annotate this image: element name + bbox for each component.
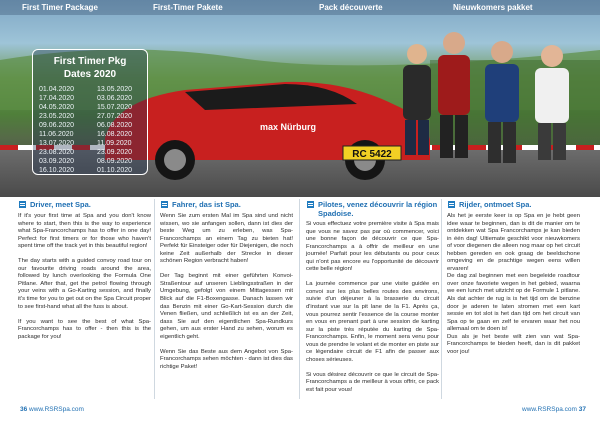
date-left: 11.06.2020 [39,131,74,138]
person-2 [430,28,478,158]
column-text: Si vous effectuez votre première visite à Spa mais que vous ne savez pas par où commencer, voici une bonne façon de découvrir ce que Spa-Francorchamps a à offrir de meilleur en une journée! Parfait pour les débutants ou pour ceux qui n'ont pas encore eu l'opportunité de découvrir cette belle région! La journée commence par une visite guidée en convoi sur les plus belles routes des environs, suivie d'un déjeuner à la brasserie du circuit d'instant vue sur la pit lane de la F1. Après ça, vous pourrez sentir l'essence de la course monter en vous en prenant part à une session de karting sur la piste très réputée du karting de Spa-Francorchamps. Enfin, le moment sera venu pour vous de prendre le volant et de monter en piste sur ce légendaire circuit de F1 afin de passer aux choses sérieuses. Si vous désirez découvrir ce que le circuit de Spa-Francorchamps a de meilleur à vous offrir, ce pack est fait pour vous! [306,221,439,394]
column-title: Fahrer, das ist Spa. [172,200,241,209]
section-marker-icon [448,201,455,208]
page-number-right: 37 [578,406,586,413]
header-dutch: Nieuwkomers pakket [453,3,533,12]
date-right: 16.08.2020 [97,131,133,138]
date-left: 17.04.2020 [39,95,75,102]
date-left: 16.10.2020 [39,167,75,174]
column-title: Driver, meet Spa. [30,200,91,209]
date-left: 03.09.2020 [39,158,75,165]
section-marker-icon [307,201,314,208]
dates-title-line2: Dates 2020 [63,69,117,80]
column-divider [441,199,442,399]
date-right: 01.10.2020 [97,167,133,174]
column-divider [154,199,155,399]
date-left: 23.05.2020 [39,113,75,120]
header-english: First Timer Package [22,3,98,12]
column-text: Wenn Sie zum ersten Mal im Spa sind und nicht wissen, wo sie anfangen sollen, dann ist dies der beste Weg um zu erleben, was Spa-Francorchamps an einem Tag zu bieten hat! Perfekt für Einsteiger oder für Diejenigen, die noch keine Zeit außerhalb der Strecke in dieser schönen Region verbracht haben! Der Tag beginnt mit einer geführten Konvoi-Straßentour auf unseren Lieblingsstraßen in der Umgebung, gefolgt von einem Mittagessen mit Blick auf die F1-Boxengasse. Danach lassen wir das Benzin mit einer Go-Kart-Session durch die Venen fließen, und schließlich ist es an der Zeit, dass Sie auf den eigentlichen Spa-Rundkurs gehen, um aus erster Hand zu sehen, worum es eigentlich geht. Wenn Sie das Beste aus dem Angebot von Spa-Francorchamps sehen möchten - dann ist dies das richtige Paket! [160,213,293,370]
date-right: 23.09.2020 [97,149,133,156]
header-german: First-Timer Pakete [153,3,223,12]
column-dutch [447,199,580,401]
hero-photo [0,0,600,197]
column-text: Als het je eerste keer is op Spa en je hebt geen idee waar te beginnen, dan is dit de manier om te ontdekken wat Spa Francorchamps je kan bieden in één dag! Ultiemate geschikt voor nieuwkomers of voor diegenen die alleen nog maar op het circuit hebben gereden en ook graag de beeldschone omgeving en de prachtige wegen eens willen ervaren! De dag zal beginnen met een begeleide roadtour over onze favoriete wegen in het gebied, waarna we een lunch met uitzicht op de Formule 1 pitlane. Als dat achter de rug is is het tijd om de benzine door je aderen te laten stromen met een kart sessie en tot slot is het dan tijd om het circuit van Spa op te gaan en zelf te ervaren waar het nou allemaal om te doen is! Dus als je het beste wilt zien van wat Spa-Francorchamps te bieden heeft, dan is dit pakket voor jou! [447,213,580,355]
date-right: 27.07.2020 [97,113,133,120]
date-left: 09.06.2020 [39,122,75,129]
date-right: 08.09.2020 [97,158,133,165]
footer-url-right[interactable]: www.RSRSpa.com [522,406,577,413]
license-plate: RC 5422 [352,149,392,160]
car-sticker: max Nürburg [260,122,317,132]
column-french [306,199,439,401]
date-right: 03.06.2020 [97,95,133,102]
date-left: 23.08.2020 [39,149,75,156]
footer-url-left[interactable]: www.RSRSpa.com [29,406,84,413]
footer-right [522,406,586,413]
section-marker-icon [161,201,168,208]
column-divider [299,199,300,399]
date-left: 13.07.2020 [39,140,75,147]
date-right: 11.09.2020 [97,140,132,147]
date-right: 13.05.2020 [97,86,133,93]
column-title: Pilotes, venez découvrir la région Spadoise. [318,200,438,218]
date-left: 01.04.2020 [39,86,75,93]
header-french: Pack découverte [319,3,383,12]
date-right: 06.08.2020 [97,122,133,129]
header-bar [0,0,600,15]
column-english [18,199,151,401]
date-left: 04.05.2020 [39,104,75,111]
column-german [160,199,293,401]
column-title: Rijder, ontmoet Spa. [459,200,532,209]
person-3 [478,38,526,163]
person-4 [528,42,576,160]
section-marker-icon [19,201,26,208]
date-right: 15.07.2020 [97,104,133,111]
dates-box [32,49,148,175]
dates-title-line1: First Timer Pkg [53,56,127,67]
footer-left [20,406,84,413]
column-text: If it's your first time at Spa and you don't know where to start, then this is the way to experience what Spa-Francorchamps has to offer in one day! Perfect for first timers or for those who haven't spent time off the track yet in this beautiful region! The day starts with a guided convoy road tour on our favourite driving roads around the area, followed by lunch overlooking the Formula One Pitlane. After that, get the petrol flowing through your veins with a Go-Karting session, and finally it's time for you to get out on the Spa Circuit proper to see first-hand what all the fuss is about. If you want to see the best of what Spa-Francorchamps has to offer - then this is the package for you! [18,213,151,340]
page-number-left: 36 [20,406,28,413]
